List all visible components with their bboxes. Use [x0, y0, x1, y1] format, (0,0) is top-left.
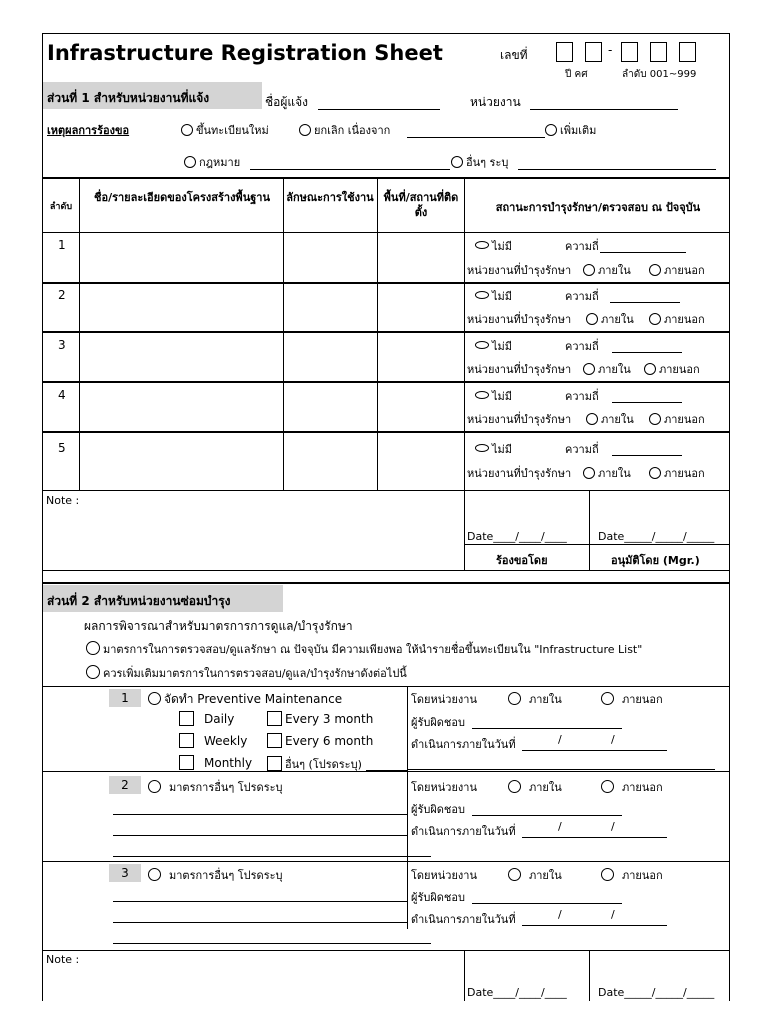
freq-field[interactable] — [600, 240, 686, 253]
note2-label: Note : — [46, 953, 80, 966]
other-specify-label: อื่นๆ (โปรดระบุ) — [285, 758, 362, 771]
checkbox-icon — [267, 733, 282, 748]
cancel-reason-field[interactable] — [407, 125, 545, 138]
internal-label: ภายใน — [598, 264, 631, 277]
status-none-label: ไม่มี — [492, 443, 513, 456]
item2-number-text: 2 — [121, 778, 129, 792]
other-field[interactable] — [518, 157, 716, 170]
reason-other-option[interactable] — [451, 153, 508, 171]
reason-cancel-option[interactable] — [299, 121, 390, 139]
radio-icon — [86, 665, 100, 679]
radio-icon — [644, 363, 656, 375]
monthly-label: Monthly — [204, 756, 253, 770]
radio-icon — [181, 124, 193, 136]
note1-label: Note : — [46, 494, 80, 507]
radio-icon — [583, 363, 595, 375]
internal-label: ภายใน — [529, 869, 562, 882]
row-number: 5 — [58, 441, 66, 455]
item1-number — [109, 689, 141, 707]
radio-icon — [601, 780, 614, 793]
note2-date1[interactable]: Date____/____/____ — [467, 986, 567, 999]
approved-by-label: อนุมัติโดย (Mgr.) — [611, 554, 700, 567]
status-none-option[interactable] — [475, 337, 512, 355]
every6-label: Every 6 month — [285, 734, 374, 748]
internal-label: ภายใน — [601, 313, 634, 326]
status-none-option[interactable] — [475, 387, 512, 405]
maint-unit-label: หน่วยงานที่บำรุงรักษา — [467, 413, 572, 426]
reason-other-label: อื่นๆ ระบุ — [466, 156, 509, 169]
internal-label: ภายใน — [598, 467, 631, 480]
radio-icon — [649, 467, 661, 479]
responsible-label: ผู้รับผิดชอบ — [411, 716, 465, 729]
date-slash: / — [611, 733, 615, 746]
reason-new-option[interactable] — [181, 121, 269, 139]
number-dash: - — [608, 43, 613, 57]
other-specify-field[interactable] — [366, 758, 407, 771]
weekly-label: Weekly — [204, 734, 248, 748]
done-within-label: ดำเนินการภายในวันที่ — [411, 825, 516, 838]
seq-label: ลำดับ 001~999 — [622, 69, 697, 80]
freq-label: ความถี่ — [565, 443, 599, 456]
every3-label: Every 3 month — [285, 712, 374, 726]
every3-checkbox[interactable] — [267, 711, 373, 726]
item2-label: มาตรการอื่นๆ โปรดระบุ — [169, 781, 283, 794]
row-number: 2 — [58, 288, 66, 302]
external-label: ภายนอก — [664, 313, 705, 326]
date-slash: / — [558, 908, 562, 921]
reason-cancel-label: ยกเลิก เนื่องจาก — [314, 124, 391, 137]
item2-number — [109, 776, 141, 794]
responsible-field[interactable] — [472, 891, 622, 904]
done-within-label: ดำเนินการภายในวันที่ — [411, 913, 516, 926]
freq-label: ความถี่ — [565, 290, 599, 303]
status-none-option[interactable] — [475, 287, 512, 305]
radio-icon — [601, 868, 614, 881]
request-date[interactable]: Date____/____/____ — [467, 530, 567, 543]
radio-icon — [545, 124, 557, 136]
col-header-name: ชื่อ/รายละเอียดของโครงสร้างพื้นฐาน — [94, 191, 270, 204]
radio-icon — [586, 313, 598, 325]
reason-label: เหตุผลการร้องขอ — [47, 124, 130, 137]
reason-new-label: ขึ้นทะเบียนใหม่ — [196, 124, 269, 137]
date-slash: / — [611, 908, 615, 921]
col-header-location: พื้นที่/สถานที่ติดตั้ง — [383, 191, 459, 219]
checkbox-icon — [179, 711, 194, 726]
item3-number — [109, 864, 141, 882]
item1-external-option[interactable] — [601, 690, 663, 708]
col-header-usage: ลักษณะการใช้งาน — [286, 191, 374, 204]
row-number: 3 — [58, 338, 66, 352]
every6-checkbox[interactable] — [267, 733, 373, 748]
monthly-checkbox[interactable] — [179, 755, 252, 770]
internal-option[interactable] — [583, 360, 631, 378]
radio-icon — [508, 868, 521, 881]
radio-icon — [475, 241, 489, 249]
add-measures-label: ควรเพิ่มเติมมาตรการในการตรวจสอบ/ดูแล/บำรุงรักษาดังต่อไปนี้ — [103, 667, 407, 680]
status-none-label: ไม่มี — [492, 290, 513, 303]
sufficient-option[interactable] — [86, 640, 642, 658]
row-number: 4 — [58, 388, 66, 402]
freq-label: ความถี่ — [565, 340, 599, 353]
sufficient-label: มาตรการในการตรวจสอบ/ดูแลรักษา ณ ปัจจุบัน มีความเพียงพอ ให้นำรายชื่อขึ้นทะเบียนใน "Infrastructure List" — [103, 643, 643, 656]
item3-number-text: 3 — [121, 866, 129, 880]
item1-number-text: 1 — [121, 691, 129, 705]
unit-field[interactable] — [530, 97, 678, 110]
radio-icon — [583, 264, 595, 276]
maint-unit-label: หน่วยงานที่บำรุงรักษา — [467, 467, 572, 480]
radio-icon — [148, 692, 161, 705]
reason-law-option[interactable] — [184, 153, 240, 171]
internal-label: ภายใน — [529, 693, 562, 706]
maint-unit-label: หน่วยงานที่บำรุงรักษา — [467, 313, 572, 326]
requester-label: ชื่อผู้แจ้ง — [265, 95, 309, 109]
radio-icon — [649, 264, 661, 276]
daily-checkbox[interactable] — [179, 711, 234, 726]
external-label: ภายนอก — [622, 869, 663, 882]
item1-label: จัดทำ Preventive Maintenance — [164, 692, 343, 706]
radio-icon — [475, 291, 489, 299]
checkbox-icon — [267, 756, 282, 771]
internal-option[interactable] — [583, 464, 631, 482]
radio-icon — [299, 124, 311, 136]
daily-label: Daily — [204, 712, 235, 726]
checkbox-icon — [179, 733, 194, 748]
radio-icon — [475, 444, 489, 452]
requested-by-label: ร้องขอโดย — [496, 554, 548, 567]
weekly-checkbox[interactable] — [179, 733, 247, 748]
section2-subtitle: ผลการพิจารณาสำหรับมาตรการการดูแล/บำรุงรักษา — [84, 619, 353, 633]
item1-internal-option[interactable] — [508, 690, 562, 708]
done-date-field[interactable] — [522, 825, 667, 838]
freq-field[interactable] — [610, 290, 680, 303]
year-box-2[interactable] — [585, 42, 602, 62]
requester-field[interactable] — [318, 97, 440, 110]
approve-date[interactable]: Date_____/_____/_____ — [598, 530, 715, 543]
add-measures-option[interactable] — [86, 664, 407, 682]
item3-external-option[interactable] — [601, 866, 663, 884]
radio-icon — [184, 156, 196, 168]
external-option[interactable] — [649, 464, 705, 482]
date-slash: / — [558, 820, 562, 833]
reason-add-option[interactable] — [545, 121, 596, 139]
col-header-status: สถานะการบำรุงรักษา/ตรวจสอบ ณ ปัจจุบัน — [495, 201, 701, 214]
item3-internal-option[interactable] — [508, 866, 562, 884]
responsible-label: ผู้รับผิดชอบ — [411, 891, 465, 904]
item2-option[interactable] — [148, 778, 283, 796]
radio-icon — [508, 692, 521, 705]
freq-label: ความถี่ — [565, 240, 599, 253]
item3-label: มาตรการอื่นๆ โปรดระบุ — [169, 869, 283, 882]
section2-title: ส่วนที่ 2 สำหรับหน่วยงานซ่อมบำรุง — [47, 594, 231, 608]
by-unit-label: โดยหน่วยงาน — [411, 781, 477, 794]
radio-icon — [601, 692, 614, 705]
done-date-field[interactable] — [522, 738, 667, 751]
checkbox-icon — [267, 711, 282, 726]
item1-option[interactable] — [148, 690, 342, 709]
external-label: ภายนอก — [664, 467, 705, 480]
status-none-option[interactable] — [475, 440, 512, 458]
external-label: ภายนอก — [664, 264, 705, 277]
seq-box-2[interactable] — [650, 42, 667, 62]
note2-date2[interactable]: Date_____/_____/_____ — [598, 986, 715, 999]
internal-label: ภายใน — [529, 781, 562, 794]
external-option[interactable] — [644, 360, 700, 378]
freq-field[interactable] — [612, 340, 682, 353]
radio-icon — [508, 780, 521, 793]
radio-icon — [586, 413, 598, 425]
status-none-label: ไม่มี — [492, 240, 513, 253]
page-title: Infrastructure Registration Sheet — [47, 41, 443, 65]
item2-external-option[interactable] — [601, 778, 663, 796]
col-header-no: ลำดับ — [49, 202, 73, 212]
external-option[interactable] — [649, 410, 705, 428]
done-within-label: ดำเนินการภายในวันที่ — [411, 738, 516, 751]
checkbox-icon — [179, 755, 194, 770]
responsible-label: ผู้รับผิดชอบ — [411, 803, 465, 816]
freq-label: ความถี่ — [565, 390, 599, 403]
law-field[interactable] — [250, 157, 450, 170]
external-option[interactable] — [649, 261, 705, 279]
external-label: ภายนอก — [622, 781, 663, 794]
freq-field[interactable] — [612, 443, 682, 456]
radio-icon — [475, 341, 489, 349]
freq-field[interactable] — [612, 390, 682, 403]
radio-icon — [148, 868, 161, 881]
maint-unit-label: หน่วยงานที่บำรุงรักษา — [467, 264, 572, 277]
year-box-1[interactable] — [556, 42, 573, 62]
radio-icon — [148, 780, 161, 793]
internal-option[interactable] — [586, 310, 634, 328]
status-none-option[interactable] — [475, 237, 512, 255]
date-slash: / — [558, 733, 562, 746]
internal-option[interactable] — [583, 261, 631, 279]
status-none-label: ไม่มี — [492, 390, 513, 403]
by-unit-label: โดยหน่วยงาน — [411, 693, 477, 706]
unit-label: หน่วยงาน — [470, 95, 521, 109]
reason-add-label: เพิ่มเติม — [560, 124, 597, 137]
seq-box-3[interactable] — [679, 42, 696, 62]
date-slash: / — [611, 820, 615, 833]
radio-icon — [451, 156, 463, 168]
external-label: ภายนอก — [622, 693, 663, 706]
seq-box-1[interactable] — [621, 42, 638, 62]
done-date-field[interactable] — [522, 913, 667, 926]
internal-option[interactable] — [586, 410, 634, 428]
responsible-field[interactable] — [472, 803, 622, 816]
status-none-label: ไม่มี — [492, 340, 513, 353]
section1-title: ส่วนที่ 1 สำหรับหน่วยงานที่แจ้ง — [47, 91, 210, 105]
year-label: ปี คศ — [565, 69, 588, 80]
responsible-field[interactable] — [472, 716, 622, 729]
radio-icon — [86, 641, 100, 655]
radio-icon — [475, 391, 489, 399]
radio-icon — [583, 467, 595, 479]
internal-label: ภายใน — [598, 363, 631, 376]
number-label: เลขที่ — [500, 48, 528, 62]
external-label: ภายนอก — [659, 363, 700, 376]
radio-icon — [649, 313, 661, 325]
item3-option[interactable] — [148, 866, 283, 884]
by-unit-label: โดยหน่วยงาน — [411, 869, 477, 882]
maint-unit-label: หน่วยงานที่บำรุงรักษา — [467, 363, 572, 376]
row-number: 1 — [58, 238, 66, 252]
external-label: ภายนอก — [664, 413, 705, 426]
reason-law-label: กฎหมาย — [199, 156, 241, 169]
external-option[interactable] — [649, 310, 705, 328]
radio-icon — [649, 413, 661, 425]
item2-internal-option[interactable] — [508, 778, 562, 796]
internal-label: ภายใน — [601, 413, 634, 426]
